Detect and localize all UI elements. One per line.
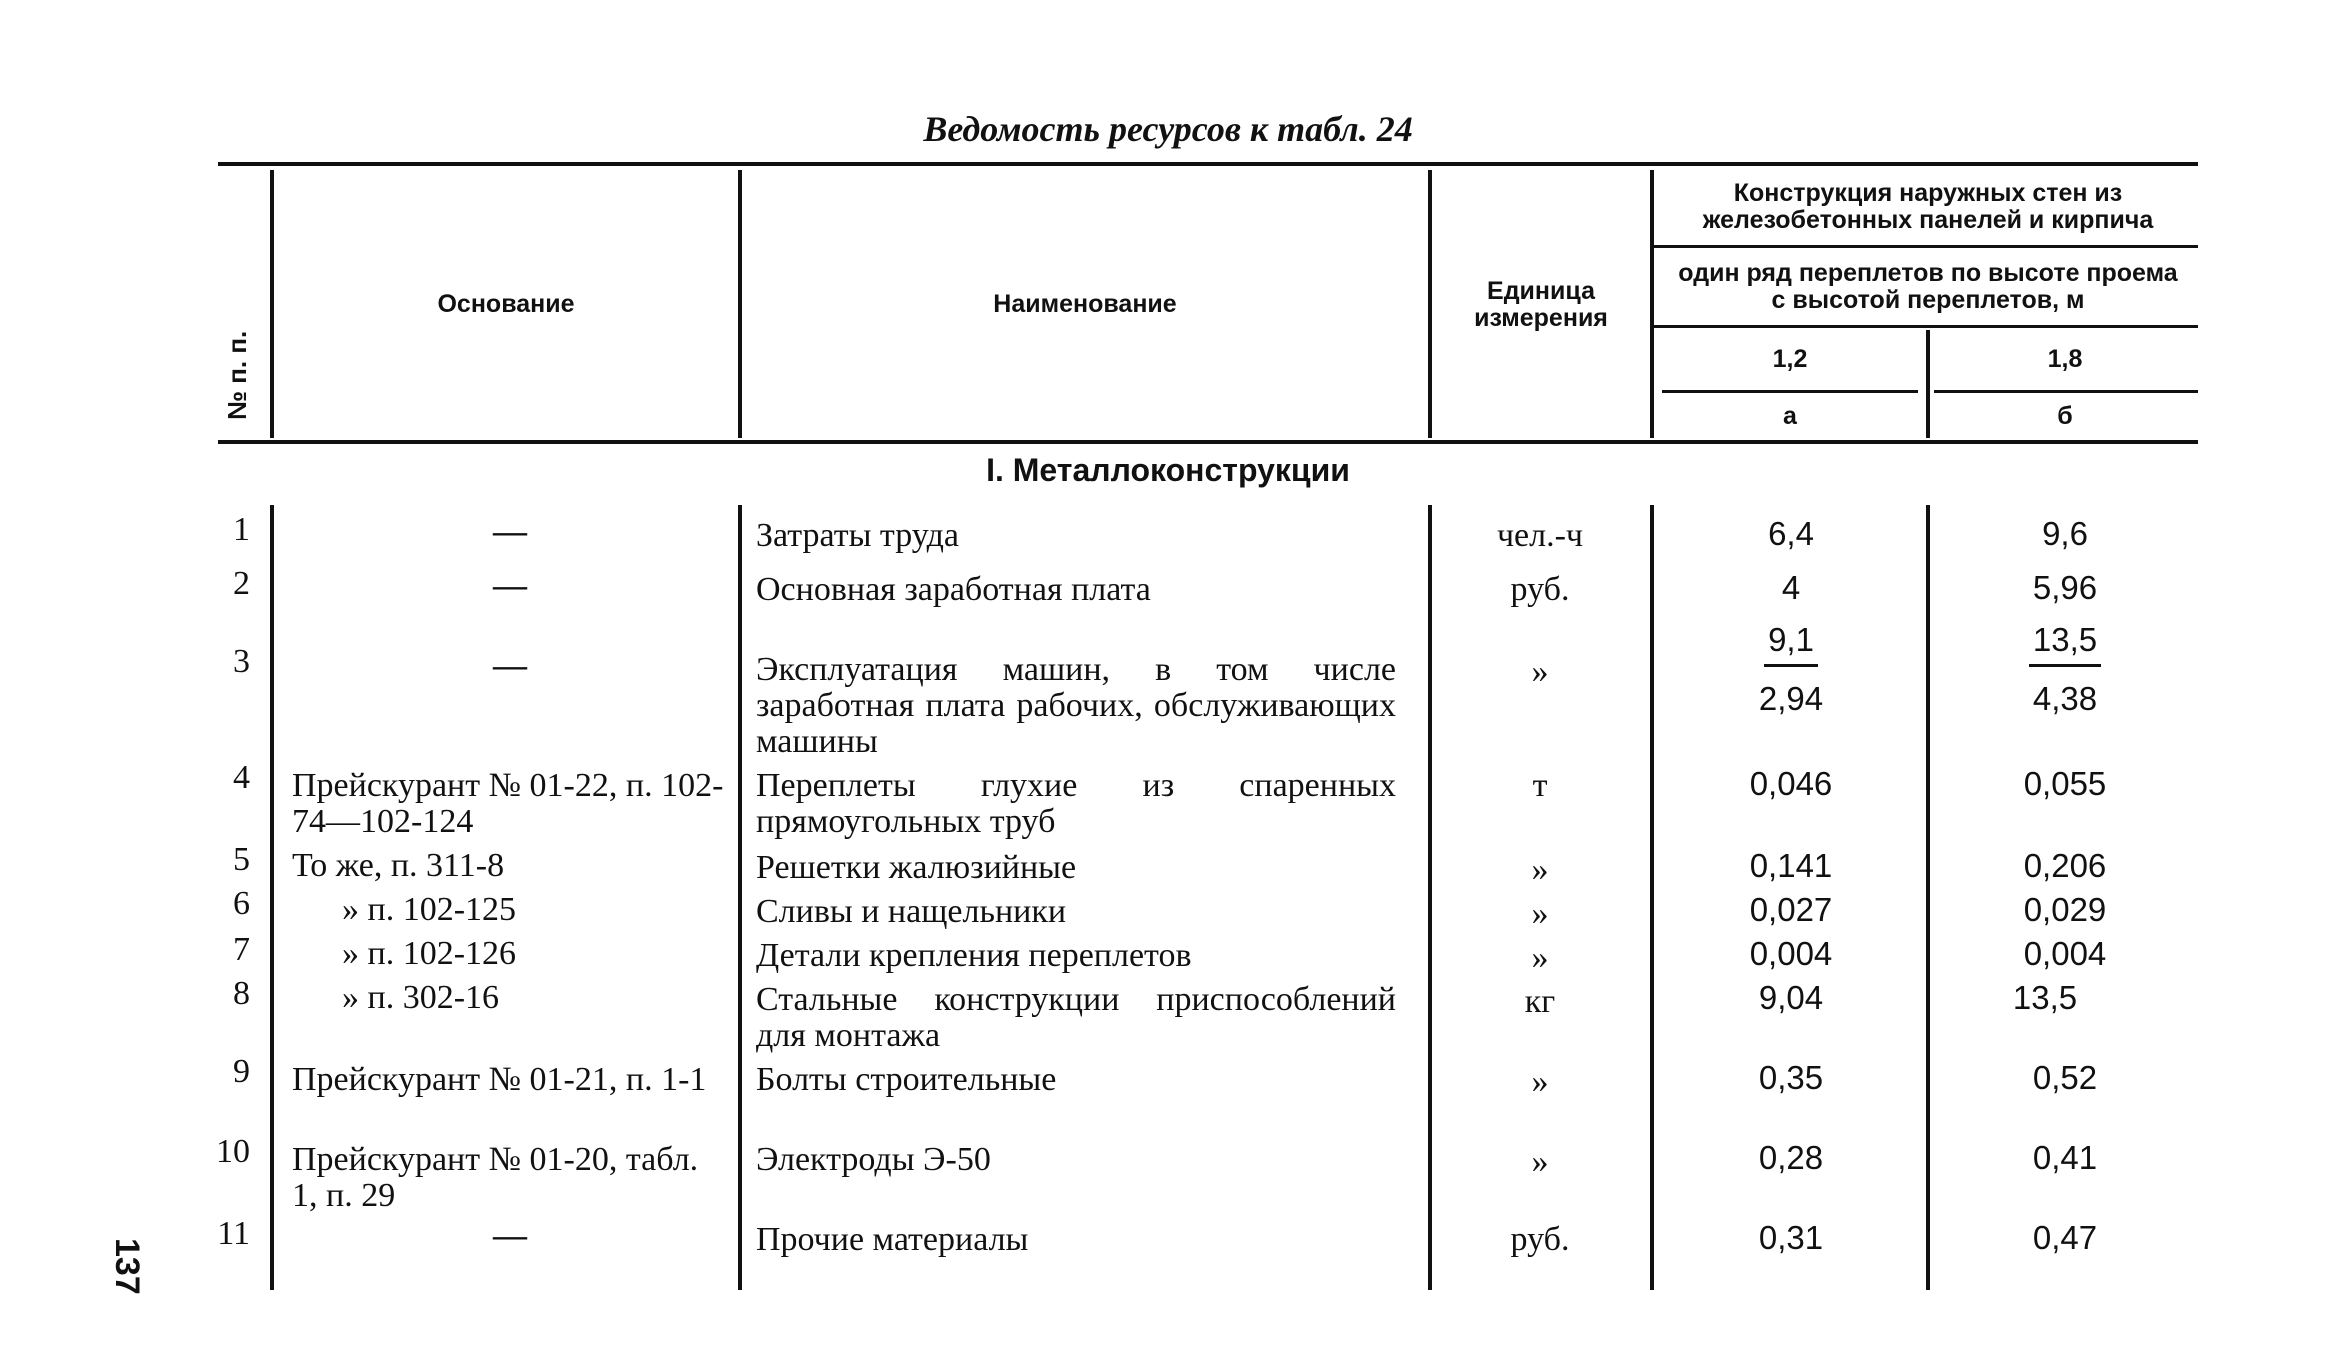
row-num: 6 bbox=[233, 885, 250, 922]
row-value-b: 0,47 bbox=[2032, 1219, 2098, 1256]
fraction-numerator: 13,5 bbox=[2029, 622, 2101, 667]
row-unit: » bbox=[1531, 851, 1549, 888]
header-vline-3 bbox=[1428, 170, 1432, 438]
row-unit: т bbox=[1532, 767, 1548, 804]
body-vline-1 bbox=[270, 505, 274, 1290]
row-value-b-fraction bbox=[1950, 622, 2180, 717]
row-basis: — bbox=[493, 647, 527, 684]
row-value-a: 0,141 bbox=[1749, 847, 1833, 884]
row-basis: » п. 102-126 bbox=[342, 935, 517, 972]
row-unit: руб. bbox=[1510, 571, 1570, 608]
row-value-b: 0,004 bbox=[2023, 935, 2107, 972]
row-value-a: 0,35 bbox=[1758, 1059, 1824, 1096]
header-vline-4 bbox=[1650, 170, 1654, 438]
row-num: 4 bbox=[233, 759, 250, 796]
section-title: I. Металлоконструкции bbox=[986, 452, 1350, 488]
row-name: Решетки жалюзийные bbox=[756, 849, 1077, 886]
row-name: Сливы и нащельники bbox=[756, 893, 1067, 930]
row-basis: То же, п. 311-8 bbox=[292, 847, 505, 884]
row-value-b: 13,5 bbox=[2012, 979, 2078, 1016]
row-name: Эксплуатация машин, в том числе заработная плата рабочих, обслуживающих машины bbox=[756, 651, 1396, 760]
row-value-a: 0,31 bbox=[1758, 1219, 1824, 1256]
row-value-a: 0,027 bbox=[1749, 891, 1833, 928]
row-value-b: 0,41 bbox=[2032, 1139, 2098, 1176]
row-value-a: 0,28 bbox=[1758, 1139, 1824, 1176]
row-unit: » bbox=[1531, 1143, 1549, 1180]
row-unit: руб. bbox=[1510, 1221, 1570, 1258]
row-name: Переплеты глухие из спаренных прямоугольных труб bbox=[756, 767, 1396, 840]
row-num: 11 bbox=[217, 1215, 250, 1252]
row-value-b: 0,055 bbox=[2023, 765, 2107, 802]
subgroup-divider bbox=[1654, 325, 2198, 328]
row-num: 1 bbox=[233, 511, 250, 548]
row-name: Болты строительные bbox=[756, 1061, 1057, 1098]
body-vline-5 bbox=[1926, 505, 1930, 1290]
row-num: 7 bbox=[233, 931, 250, 968]
row-num: 8 bbox=[233, 975, 250, 1012]
header-col-a-value: 1,2 bbox=[1772, 344, 1808, 373]
row-num: 9 bbox=[233, 1053, 250, 1090]
letters-divider-b bbox=[1934, 390, 2198, 393]
body-vline-3 bbox=[1428, 505, 1432, 1290]
row-name: Основная заработная плата bbox=[756, 571, 1151, 608]
row-value-b: 0,206 bbox=[2023, 847, 2107, 884]
row-num: 5 bbox=[233, 841, 250, 878]
row-unit: » bbox=[1531, 1063, 1549, 1100]
row-unit: » bbox=[1531, 895, 1549, 932]
row-num: 10 bbox=[216, 1133, 250, 1170]
row-value-a-fraction bbox=[1676, 622, 1906, 717]
row-value-a: 9,04 bbox=[1758, 979, 1824, 1016]
row-basis: Прейскурант № 01-21, п. 1-1 bbox=[292, 1061, 707, 1098]
row-basis: » п. 102-125 bbox=[342, 891, 517, 928]
table-caption: Ведомость ресурсов к табл. 24 bbox=[923, 109, 1413, 149]
header-num: № п. п. bbox=[222, 330, 252, 420]
top-rule bbox=[218, 162, 2198, 166]
header-col-b-letter: б bbox=[2057, 401, 2073, 430]
row-unit: чел.-ч bbox=[1496, 517, 1584, 554]
header-bottom-rule bbox=[218, 440, 2198, 444]
row-basis: — bbox=[493, 1217, 527, 1254]
row-num: 2 bbox=[233, 565, 250, 602]
row-value-b: 5,96 bbox=[2032, 569, 2098, 606]
row-name: Электроды Э-50 bbox=[756, 1141, 991, 1178]
header-group: Конструкция наружных стен из железобетонных панелей и кирпича bbox=[1702, 179, 2154, 234]
row-basis: — bbox=[493, 567, 527, 604]
row-name: Детали крепления переплетов bbox=[756, 937, 1192, 974]
header-vline-1 bbox=[270, 170, 274, 438]
header-col-a-letter: а bbox=[1783, 401, 1797, 430]
row-value-b: 0,52 bbox=[2032, 1059, 2098, 1096]
fraction-numerator: 9,1 bbox=[1764, 622, 1818, 667]
letters-divider-a bbox=[1662, 390, 1918, 393]
fraction-denominator: 4,38 bbox=[2032, 680, 2098, 717]
row-value-a: 0,046 bbox=[1749, 765, 1833, 802]
page-number: 137 bbox=[108, 1238, 146, 1295]
header-basis: Основание bbox=[437, 289, 575, 318]
row-unit: » bbox=[1531, 939, 1549, 976]
body-vline-4 bbox=[1650, 505, 1654, 1290]
row-name: Стальные конструкции приспособлений для монтажа bbox=[756, 981, 1396, 1054]
row-basis: Прейскурант № 01-20, табл. 1, п. 29 bbox=[292, 1141, 699, 1214]
row-name: Прочие материалы bbox=[756, 1221, 1029, 1258]
row-unit: » bbox=[1531, 653, 1549, 690]
row-value-a: 0,004 bbox=[1749, 935, 1833, 972]
header-vline-5 bbox=[1926, 330, 1930, 438]
row-value-b: 9,6 bbox=[2042, 515, 2088, 552]
row-value-a: 4 bbox=[1781, 569, 1801, 606]
row-num: 3 bbox=[233, 643, 250, 680]
row-value-a: 6,4 bbox=[1768, 515, 1814, 552]
row-name: Затраты труда bbox=[756, 517, 960, 554]
header-name: Наименование bbox=[993, 289, 1177, 318]
row-basis: Прейскурант № 01-22, п. 102-74—102-124 bbox=[292, 767, 724, 840]
header-unit: Единица измерения bbox=[1474, 277, 1608, 332]
header-col-b-value: 1,8 bbox=[2047, 344, 2083, 373]
group-divider bbox=[1654, 245, 2198, 248]
header-vline-2 bbox=[738, 170, 742, 438]
header-subgroup: один ряд переплетов по высоте проема с высотой переплетов, м bbox=[1678, 259, 2178, 314]
row-basis: — bbox=[493, 513, 527, 550]
row-basis: » п. 302-16 bbox=[342, 979, 500, 1016]
row-value-b: 0,029 bbox=[2023, 891, 2107, 928]
fraction-denominator: 2,94 bbox=[1758, 680, 1824, 717]
row-unit: кг bbox=[1524, 983, 1556, 1020]
